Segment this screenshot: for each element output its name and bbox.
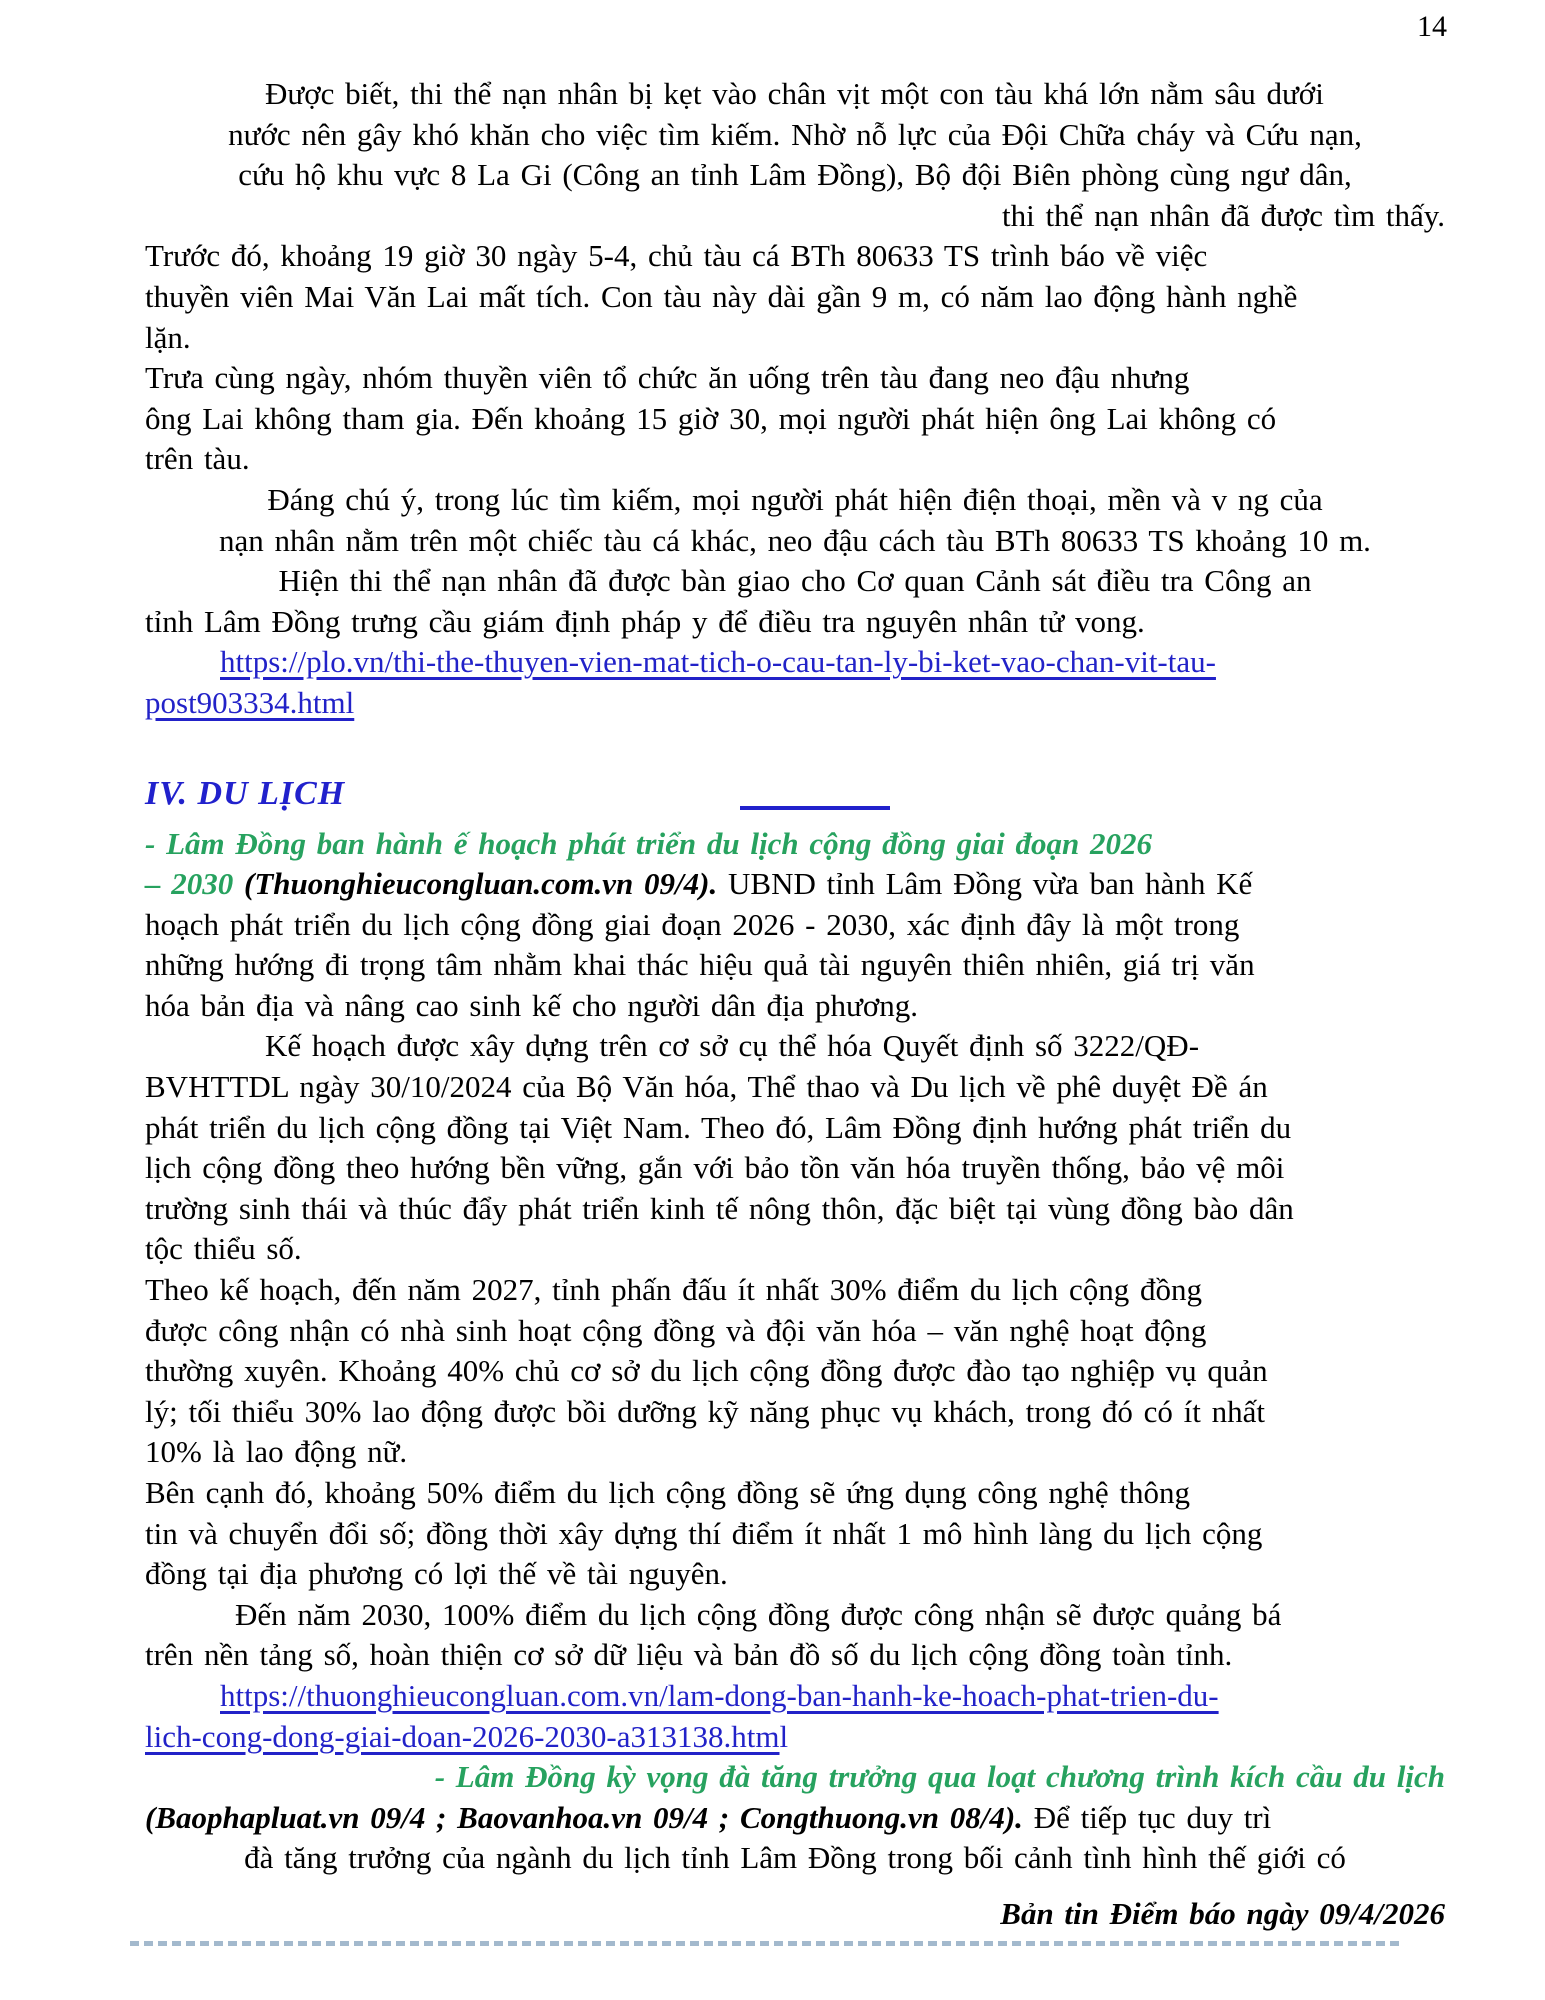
- hyperlink[interactable]: https://plo.vn/thi-the-thuyen-vien-mat-tich-o-cau-tan-ly-bi-ket-vao-chan-vit-tau-: [220, 644, 1216, 680]
- text-segment: BVHTTDL ngày 30/10/2024 của Bộ Văn hóa, Thể thao và Du lịch về phê duyệt Đề án: [145, 1069, 1268, 1105]
- text-segment: Trước đó, khoảng 19 giờ 30 ngày 5-4, chủ tàu cá BTh 80633 TS trình báo về việc: [145, 238, 1208, 274]
- text-segment: đà tăng trưởng của ngành du lịch tỉnh Lâm Đồng trong bối cảnh tình hình thế giới có: [244, 1840, 1346, 1876]
- text-line: [145, 115, 1445, 156]
- text-line: [145, 602, 1445, 643]
- text-line: [145, 480, 1445, 521]
- text-line: [145, 358, 1445, 399]
- section-title: IV. DU LỊCH: [145, 774, 346, 812]
- text-segment: lặn.: [145, 319, 191, 355]
- text-segment: (Baophapluat.vn 09/4 ; Baovanhoa.vn 09/4 ; Congthuong.vn 08/4).: [145, 1799, 1023, 1835]
- text-line: [145, 1798, 1445, 1839]
- hyperlink[interactable]: https://thuonghieucongluan.com.vn/lam-dong-ban-hanh-ke-hoach-phat-trien-du-: [220, 1677, 1219, 1713]
- text-line: [145, 905, 1445, 946]
- text-line: [145, 1189, 1445, 1230]
- text-segment: thi thể nạn nhân đã được tìm thấy.: [1001, 197, 1445, 233]
- text-segment: UBND tỉnh Lâm Đồng vừa ban hành Kế: [717, 866, 1253, 902]
- text-line: [145, 864, 1445, 905]
- text-line: [145, 1595, 1445, 1636]
- text-line: [145, 642, 1445, 683]
- text-segment: hóa bản địa và nâng cao sinh kế cho người dân địa phương.: [145, 987, 919, 1023]
- text-line: [145, 824, 1445, 865]
- text-line: [145, 1108, 1445, 1149]
- blue-underline-rule: [740, 806, 890, 810]
- text-segment: Được biết, thi thể nạn nhân bị kẹt vào chân vịt một con tàu khá lớn nằm sâu dưới: [265, 76, 1324, 111]
- text-line: [145, 1148, 1445, 1189]
- text-line: [145, 683, 1445, 724]
- article-tourism-news: [145, 824, 1445, 1879]
- text-segment: Theo kế hoạch, đến năm 2027, tỉnh phấn đấu ít nhất 30% điểm du lịch cộng đồng: [145, 1272, 1202, 1308]
- text-segment: lý; tối thiểu 30% lao động được bồi dưỡng kỹ năng phục vụ khách, trong đó có ít nhất: [145, 1393, 1265, 1429]
- text-segment: Kế hoạch được xây dựng trên cơ sở cụ thể hóa Quyết định số 3222/QĐ-: [265, 1028, 1200, 1064]
- document-content: [145, 74, 1445, 1879]
- text-line: [145, 1676, 1445, 1717]
- text-line: [145, 1838, 1445, 1879]
- footer-note: Bản tin Điểm báo ngày 09/4/2026: [1000, 1896, 1445, 1931]
- text-line: [145, 1026, 1445, 1067]
- text-line: [145, 1432, 1445, 1473]
- text-line: [145, 1270, 1445, 1311]
- text-segment: thường xuyên. Khoảng 40% chủ cơ sở du lịch cộng đồng được đào tạo nghiệp vụ quản: [145, 1353, 1268, 1389]
- text-line: [145, 196, 1445, 237]
- text-segment: phát triển du lịch cộng đồng tại Việt Nam. Theo đó, Lâm Đồng định hướng phát triển du: [145, 1109, 1292, 1145]
- text-segment: - Lâm Đồng kỳ vọng đà tăng trưởng qua loạt chương trình kích cầu du lịch: [434, 1759, 1445, 1795]
- text-segment: lịch cộng đồng theo hướng bền vững, gắn với bảo tồn văn hóa truyền thống, bảo vệ môi: [145, 1150, 1285, 1186]
- text-line: [145, 986, 1445, 1027]
- text-segment: - Lâm Đồng ban hành ế hoạch phát triển du lịch cộng đồng giai đoạn 2026: [145, 825, 1153, 861]
- text-segment: (Thuonghieucongluan.com.vn 09/4).: [244, 866, 718, 902]
- hyperlink[interactable]: post903334.html: [145, 684, 355, 720]
- text-segment: thuyền viên Mai Văn Lai mất tích. Con tàu này dài gần 9 m, có năm lao động hành nghề: [145, 278, 1298, 314]
- page-number: 14: [1417, 10, 1447, 43]
- text-line: [145, 1514, 1445, 1555]
- text-line: [145, 1392, 1445, 1433]
- text-segment: – 2030: [145, 866, 244, 902]
- text-line: [145, 1757, 1445, 1798]
- article-rescue-news: [145, 74, 1445, 724]
- text-segment: cứu hộ khu vực 8 La Gi (Công an tỉnh Lâm Đồng), Bộ đội Biên phòng cùng ngư dân,: [238, 157, 1352, 193]
- text-line: [145, 155, 1445, 196]
- text-segment: ông Lai không tham gia. Đến khoảng 15 giờ 30, mọi người phát hiện ông Lai không có: [145, 400, 1277, 436]
- text-line: [145, 1351, 1445, 1392]
- text-segment: được công nhận có nhà sinh hoạt cộng đồng và đội văn hóa – văn nghệ hoạt động: [145, 1312, 1207, 1348]
- dashed-divider: [130, 1941, 1400, 1946]
- section-heading: [145, 770, 1445, 818]
- text-line: [145, 236, 1445, 277]
- text-segment: trên tàu.: [145, 441, 250, 477]
- text-segment: Bên cạnh đó, khoảng 50% điểm du lịch cộng đồng sẽ ứng dụng công nghệ thông: [145, 1475, 1191, 1510]
- text-segment: l: [779, 1718, 789, 1754]
- text-line: [145, 1554, 1445, 1595]
- text-line: [145, 277, 1445, 318]
- text-line: [145, 399, 1445, 440]
- text-line: [145, 74, 1445, 115]
- text-line: [145, 521, 1445, 562]
- hyperlink[interactable]: lich-cong-dong-giai-doan-2026-2030-a313138.htm: [145, 1718, 780, 1754]
- text-line: [145, 1717, 1445, 1758]
- text-segment: những hướng đi trọng tâm nhằm khai thác hiệu quả tài nguyên thiên nhiên, giá trị văn: [145, 947, 1255, 983]
- text-segment: hoạch phát triển du lịch cộng đồng giai đoạn 2026 - 2030, xác định đây là một trong: [145, 906, 1240, 942]
- text-segment: đồng tại địa phương có lợi thế về tài nguyên.: [145, 1556, 728, 1592]
- text-line: [145, 945, 1445, 986]
- text-line: [145, 439, 1445, 480]
- text-segment: 10% là lao động nữ.: [145, 1434, 408, 1470]
- text-segment: nước nên gây khó khăn cho việc tìm kiếm. Nhờ nỗ lực của Đội Chữa cháy và Cứu nạn,: [228, 116, 1362, 152]
- text-segment: Trưa cùng ngày, nhóm thuyền viên tổ chức ăn uống trên tàu đang neo đậu nhưng: [145, 360, 1190, 396]
- text-segment: tộc thiểu số.: [145, 1231, 302, 1267]
- text-segment: tỉnh Lâm Đồng trưng cầu giám định pháp y để điều tra nguyên nhân tử vong.: [145, 603, 1145, 639]
- text-segment: Hiện thi thể nạn nhân đã được bàn giao cho Cơ quan Cảnh sát điều tra Công an: [278, 563, 1312, 599]
- text-line: [145, 1473, 1445, 1514]
- text-segment: nạn nhân nằm trên một chiếc tàu cá khác, neo đậu cách tàu BTh 80633 TS khoảng 10 m.: [219, 522, 1371, 558]
- text-segment: tin và chuyển đổi số; đồng thời xây dựng thí điểm ít nhất 1 mô hình làng du lịch cộng: [145, 1515, 1263, 1551]
- text-segment: Để tiếp tục duy trì: [1022, 1799, 1272, 1835]
- text-segment: Đến năm 2030, 100% điểm du lịch cộng đồng được công nhận sẽ được quảng bá: [235, 1596, 1282, 1632]
- text-line: [145, 1229, 1445, 1270]
- text-segment: trường sinh thái và thúc đẩy phát triển kinh tế nông thôn, đặc biệt tại vùng đồng bào dân: [145, 1190, 1294, 1226]
- text-line: [145, 1067, 1445, 1108]
- text-line: [145, 1635, 1445, 1676]
- text-segment: Đáng chú ý, trong lúc tìm kiếm, mọi người phát hiện điện thoại, mền và v ng của: [267, 481, 1323, 517]
- text-segment: trên nền tảng số, hoàn thiện cơ sở dữ liệu và bản đồ số du lịch cộng đồng toàn tỉnh.: [145, 1637, 1233, 1673]
- text-line: [145, 1311, 1445, 1352]
- text-line: [145, 561, 1445, 602]
- text-line: [145, 318, 1445, 359]
